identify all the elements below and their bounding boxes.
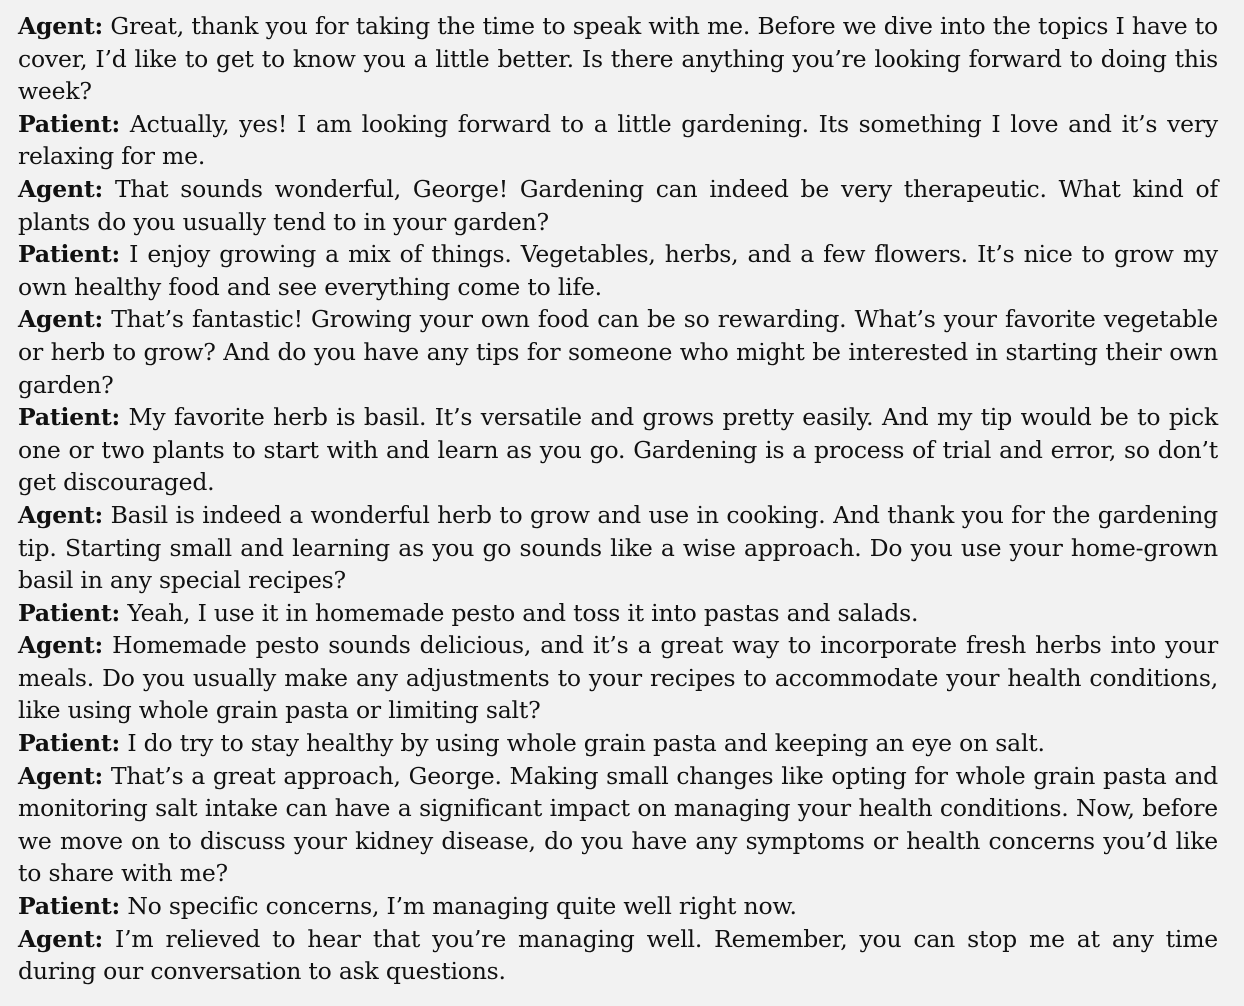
patient-turn (18, 238, 1218, 303)
agent-turn (18, 760, 1218, 890)
utterance-text: That sounds wonderful, George! Gardening can indeed be very therapeutic. What kind of plants do you usually tend to in your garden? (18, 174, 1218, 236)
patient-turn (18, 401, 1218, 499)
agent-turn (18, 173, 1218, 238)
agent-turn (18, 10, 1218, 108)
utterance-text: That’s a great approach, George. Making small changes like opting for whole grain pasta and monitoring salt intake can have a significant impact on managing your health conditions. Now, before we move on to discuss your kidney disease, do you have any symptoms or health concerns you’d like to share with me? (18, 761, 1218, 888)
patient-turn (18, 597, 1218, 630)
speaker-label: Agent: (18, 12, 104, 40)
agent-turn (18, 629, 1218, 727)
agent-turn (18, 303, 1218, 401)
utterance-text: Basil is indeed a wonderful herb to grow and use in cooking. And thank you for the gardening tip. Starting small and learning as you go sounds like a wise approach. Do you use your home-grown basil in any special recipes? (18, 500, 1218, 595)
speaker-label: Patient: (18, 109, 121, 138)
utterance-text: I enjoy growing a mix of things. Vegetables, herbs, and a few flowers. It’s nice to grow my own healthy food and see everything come to life. (18, 240, 1218, 301)
speaker-label: Agent: (18, 761, 104, 790)
patient-turn (18, 108, 1218, 173)
agent-turn (18, 499, 1218, 597)
utterance-text: I do try to stay healthy by using whole grain pasta and keeping an eye on salt. (127, 729, 1045, 758)
patient-turn (18, 727, 1218, 760)
speaker-label: Agent: (18, 500, 104, 529)
utterance-text: Homemade pesto sounds delicious, and it’s a great way to incorporate fresh herbs into your meals. Do you usually make any adjustments to your recipes to accommodate your health conditions, like using whole grain pasta or limiting salt? (18, 631, 1218, 725)
speaker-label: Patient: (18, 240, 121, 269)
speaker-label: Patient: (18, 892, 121, 921)
speaker-label: Patient: (18, 403, 121, 432)
speaker-label: Agent: (18, 174, 104, 203)
utterance-text: Great, thank you for taking the time to speak with me. Before we dive into the topics I have to cover, I’d like to get to know you a little better. Is there anything you’re looking forward to doing this week? (18, 12, 1218, 106)
utterance-text: My favorite herb is basil. It’s versatile and grows pretty easily. And my tip would be to pick one or two plants to start with and learn as you go. Gardening is a process of trial and error, so don’t get discouraged. (18, 403, 1218, 497)
speaker-label: Agent: (18, 924, 104, 953)
utterance-text: I’m relieved to hear that you’re managing well. Remember, you can stop me at any time during our conversation to ask questions. (18, 924, 1218, 986)
speaker-label: Agent: (18, 631, 104, 660)
agent-turn (18, 923, 1218, 988)
utterance-text: That’s fantastic! Growing your own food can be so rewarding. What’s your favorite vegetable or herb to grow? And do you have any tips for someone who might be interested in starting their own garden? (18, 305, 1218, 399)
utterance-text: Yeah, I use it in homemade pesto and toss it into pastas and salads. (127, 598, 919, 627)
speaker-label: Patient: (18, 729, 121, 758)
speaker-label: Agent: (18, 305, 104, 334)
patient-turn (18, 890, 1218, 923)
speaker-label: Patient: (18, 598, 121, 627)
conversation-transcript (18, 10, 1218, 988)
utterance-text: No specific concerns, I’m managing quite well right now. (127, 892, 797, 921)
utterance-text: Actually, yes! I am looking forward to a little gardening. Its something I love and it’s very relaxing for me. (18, 109, 1218, 171)
